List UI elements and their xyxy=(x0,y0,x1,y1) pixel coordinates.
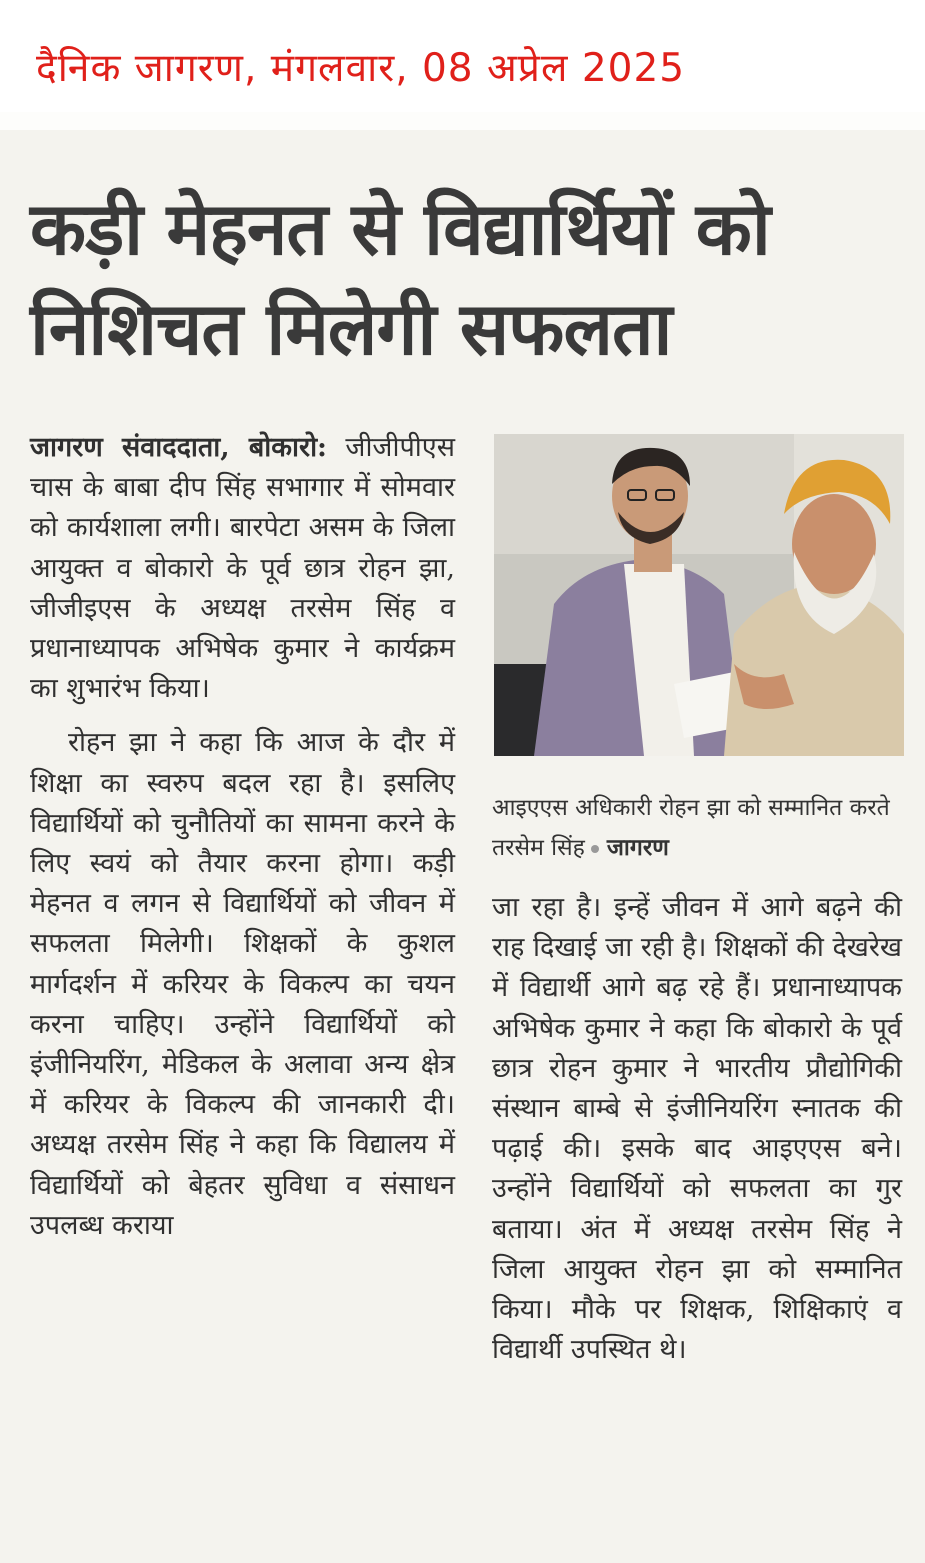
photo-credit: जागरण xyxy=(606,835,669,861)
photo-illustration xyxy=(494,434,904,756)
article-paragraph-2: रोहन झा ने कहा कि आज के दौर में शिक्षा का स्वरुप बदल रहा है। इसलिए विद्यार्थियों को चुनौतियों का सामना करने के लिए स्वयं को तैयार करना होगा। कड़ी मेहनत व लगन से विद्यार्थियों को जीवन में सफलता मिलेगी। शिक्षकों के कुशल मार्गदर्शन में करियर के विकल्प का चयन करना चाहिए। उन्होंने विद्यार्थियों को इंजीनियरिंग, मेडिकल के अलावा अन्य क्षेत्र में करियर के विकल्प की जानकारी दी। अध्यक्ष तरसेम सिंह ने कहा कि विद्यालय में विद्यार्थियों को बेहतर सुविधा व संसाधन उपलब्ध कराया xyxy=(30,727,455,1241)
article-column-right xyxy=(492,888,902,1370)
masthead-date-line: दैनिक जागरण, मंगलवार, 08 अप्रेल 2025 xyxy=(36,46,686,91)
article-column-left xyxy=(30,428,455,1246)
caption-separator-dot xyxy=(591,845,599,853)
article-photo xyxy=(494,434,904,756)
photo-caption-text: आइएएस अधिकारी रोहन झा को सम्मानित करते तरसेम सिंह xyxy=(492,795,890,861)
masthead xyxy=(0,0,925,112)
article-paragraph-3: जा रहा है। इन्हें जीवन में आगे बढ़ने की राह दिखाई जा रही है। शिक्षकों की देखरेख में विद्यार्थी आगे बढ़ रहे हैं। प्रधानाध्यापक अभिषेक कुमार ने कहा कि बोकारो के पूर्व छात्र रोहन कुमार ने भारतीय प्रौद्योगिकी संस्थान बाम्बे से इंजीनियरिंग स्नातक की पढ़ाई की। इसके बाद आइएएस बने। उन्होंने विद्यार्थियों को सफलता का गुर बताया। अंत में अध्यक्ष तरसेम सिंह ने जिला आयुक्त रोहन झा को सम्मानित किया। मौके पर शिक्षक, शिक्षिकाएं व विद्यार्थी उपस्थित थे। xyxy=(492,892,902,1366)
article-byline: जागरण संवाददाता, बोकारो: xyxy=(30,432,328,463)
photo-caption xyxy=(492,788,907,868)
article-headline: कड़ी मेहनत से विद्यार्थियों को निशिचत मिलेगी सफलता xyxy=(30,187,770,372)
article-paragraph-1: जीजीपीएस चास के बाबा दीप सिंह सभागार में सोमवार को कार्यशाला लगी। बारपेटा असम के जिला आयुक्त व बोकारो के पूर्व छात्र रोहन झा, जीजीइएस के अध्यक्ष तरसेम सिंह व प्रधानाध्यापक अभिषेक कुमार ने कार्यक्रम का शुभारंभ किया। xyxy=(30,432,455,705)
